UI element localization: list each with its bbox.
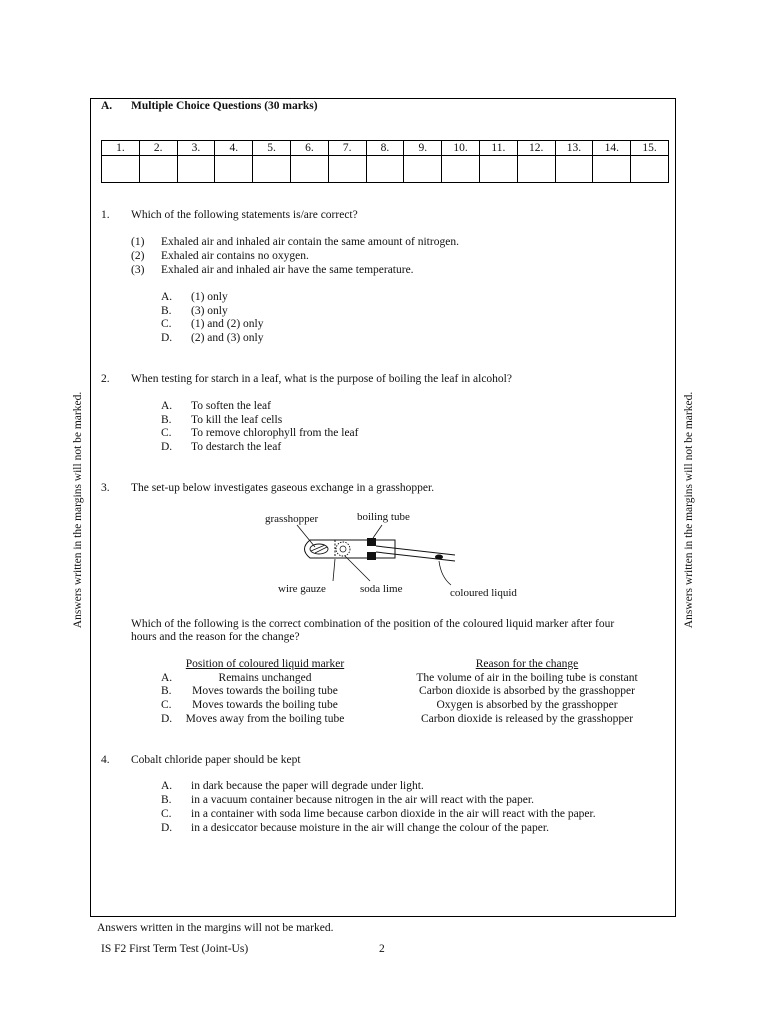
q4-option-text: in a container with soda lime because carbon dioxide in the air will react with the paper.	[191, 808, 596, 820]
grasshopper-shape	[310, 544, 328, 554]
q4-option-letter: A.	[161, 780, 173, 792]
grid-header-cell: 15.	[631, 141, 669, 156]
label-grasshopper: grasshopper	[265, 513, 319, 525]
grid-header-cell: 11.	[479, 141, 517, 156]
label-wire-gauze: wire gauze	[278, 583, 326, 595]
q4-option-letter: C.	[161, 808, 172, 820]
grasshopper-legs	[311, 545, 327, 553]
answer-box[interactable]	[290, 156, 328, 183]
label-coloured-liquid: coloured liquid	[450, 587, 517, 599]
q2-option-letter: B.	[161, 414, 172, 426]
answer-box[interactable]	[102, 156, 140, 183]
q3-stem: The set-up below investigates gaseous exchange in a grasshopper.	[131, 482, 435, 494]
grid-header-cell: 7.	[328, 141, 366, 156]
q2-option-letter: C.	[161, 427, 172, 439]
section-letter: A.	[101, 100, 113, 112]
q4-option-letter: D.	[161, 822, 173, 834]
answer-box[interactable]	[442, 156, 480, 183]
answer-box[interactable]	[404, 156, 442, 183]
q2-option-text: To remove chlorophyll from the leaf	[191, 427, 359, 439]
q3-row-letter: C.	[161, 699, 172, 711]
q1-statement-number: (2)	[131, 250, 145, 262]
q1-option-text: (1) only	[191, 291, 228, 303]
grid-header-cell: 5.	[253, 141, 291, 156]
grid-header-cell: 4.	[215, 141, 253, 156]
answer-box[interactable]	[555, 156, 593, 183]
q3-col2-header: Reason for the change	[475, 658, 579, 670]
left-margin-note: Answers written in the margins will not be marked.	[72, 391, 84, 629]
answer-box[interactable]	[631, 156, 669, 183]
q3-row-letter: D.	[161, 713, 173, 725]
q3-row-reason: Carbon dioxide is absorbed by the grasshopper	[419, 685, 635, 697]
grid-header-cell: 6.	[290, 141, 328, 156]
q1-option-text: (1) and (2) only	[191, 318, 264, 330]
q2-option-text: To soften the leaf	[191, 400, 271, 412]
q4-option-letter: B.	[161, 794, 172, 806]
grid-header-cell: 14.	[593, 141, 631, 156]
q2-option-letter: A.	[161, 400, 173, 412]
q3-row-reason: Oxygen is absorbed by the grasshopper	[436, 699, 618, 711]
q1-statement-text: Exhaled air and inhaled air contain the same amount of nitrogen.	[161, 236, 459, 248]
q4-number: 4.	[101, 754, 110, 766]
grid-header-cell: 13.	[555, 141, 593, 156]
q3-question-line-1: Which of the following is the correct combination of the position of the coloured liquid marker after four	[131, 618, 615, 630]
grid-header-cell: 12.	[517, 141, 555, 156]
gaseous-exchange-setup-diagram	[255, 505, 545, 605]
q1-option-letter: D.	[161, 332, 173, 344]
grid-header-cell: 8.	[366, 141, 404, 156]
q3-row-reason: The volume of air in the boiling tube is constant	[416, 672, 638, 684]
footer-exam-title: IS F2 First Term Test (Joint-Us)	[101, 943, 249, 955]
answer-box[interactable]	[139, 156, 177, 183]
grid-header-cell: 9.	[404, 141, 442, 156]
q4-option-text: in dark because the paper will degrade under light.	[191, 780, 424, 792]
bung-hole	[367, 546, 376, 552]
answer-grid	[101, 140, 669, 183]
q2-option-text: To kill the leaf cells	[191, 414, 283, 426]
coloured-liquid-shape	[435, 555, 443, 560]
answer-box[interactable]	[366, 156, 404, 183]
label-boiling-tube: boiling tube	[357, 511, 410, 523]
q3-row-position: Moves away from the boiling tube	[185, 713, 345, 725]
q2-option-text: To destarch the leaf	[191, 441, 282, 453]
q3-row-letter: A.	[161, 672, 173, 684]
right-margin-note: Answers written in the margins will not be marked.	[683, 391, 695, 629]
q3-col1-header: Position of coloured liquid marker	[185, 658, 345, 670]
coloured-liquid-leader	[439, 561, 451, 585]
q1-statement-number: (1)	[131, 236, 145, 248]
q2-number: 2.	[101, 373, 110, 385]
boiling-tube-leader	[373, 525, 382, 538]
footer-page-number: 2	[379, 943, 385, 955]
q4-option-text: in a vacuum container because nitrogen in the air will react with the paper.	[191, 794, 534, 806]
label-soda-lime: soda lime	[360, 583, 403, 595]
q3-number: 3.	[101, 482, 110, 494]
q1-option-letter: C.	[161, 318, 172, 330]
wire-gauze-leader	[333, 559, 335, 581]
q1-statement-text: Exhaled air contains no oxygen.	[161, 250, 309, 262]
grid-header-cell: 3.	[177, 141, 215, 156]
grid-header-cell: 2.	[139, 141, 177, 156]
answer-box[interactable]	[177, 156, 215, 183]
q3-row-letter: B.	[161, 685, 172, 697]
q4-stem: Cobalt chloride paper should be kept	[131, 754, 301, 766]
q3-row-position: Moves towards the boiling tube	[192, 685, 338, 697]
answer-box[interactable]	[593, 156, 631, 183]
q1-option-text: (2) and (3) only	[191, 332, 264, 344]
grid-header-cell: 10.	[442, 141, 480, 156]
q1-statement-text: Exhaled air and inhaled air have the same temperature.	[161, 264, 414, 276]
answer-box[interactable]	[517, 156, 555, 183]
q1-stem: Which of the following statements is/are correct?	[131, 209, 358, 221]
q1-option-letter: B.	[161, 305, 172, 317]
q3-row-position: Moves towards the boiling tube	[192, 699, 338, 711]
section-title: Multiple Choice Questions (30 marks)	[131, 100, 318, 112]
q3-row-reason: Carbon dioxide is released by the grasshopper	[420, 713, 634, 725]
grid-header-cell: 1.	[102, 141, 140, 156]
q3-row-position: Remains unchanged	[218, 672, 312, 684]
q2-stem: When testing for starch in a leaf, what is the purpose of boiling the leaf in alcohol?	[131, 373, 512, 385]
answer-box[interactable]	[215, 156, 253, 183]
q1-option-text: (3) only	[191, 305, 228, 317]
answer-box[interactable]	[253, 156, 291, 183]
q4-option-text: in a desiccator because moisture in the air will change the colour of the paper.	[191, 822, 549, 834]
q1-statement-number: (3)	[131, 264, 145, 276]
soda-lime-inner	[340, 546, 346, 552]
q1-option-letter: A.	[161, 291, 173, 303]
soda-lime-leader	[345, 556, 370, 581]
answer-box[interactable]	[328, 156, 366, 183]
soda-lime-shape	[336, 542, 350, 556]
q1-number: 1.	[101, 209, 110, 221]
footer-margin-note: Answers written in the margins will not be marked.	[97, 922, 334, 934]
q3-question-line-2: hours and the reason for the change?	[131, 631, 300, 643]
answer-box[interactable]	[479, 156, 517, 183]
q2-option-letter: D.	[161, 441, 173, 453]
